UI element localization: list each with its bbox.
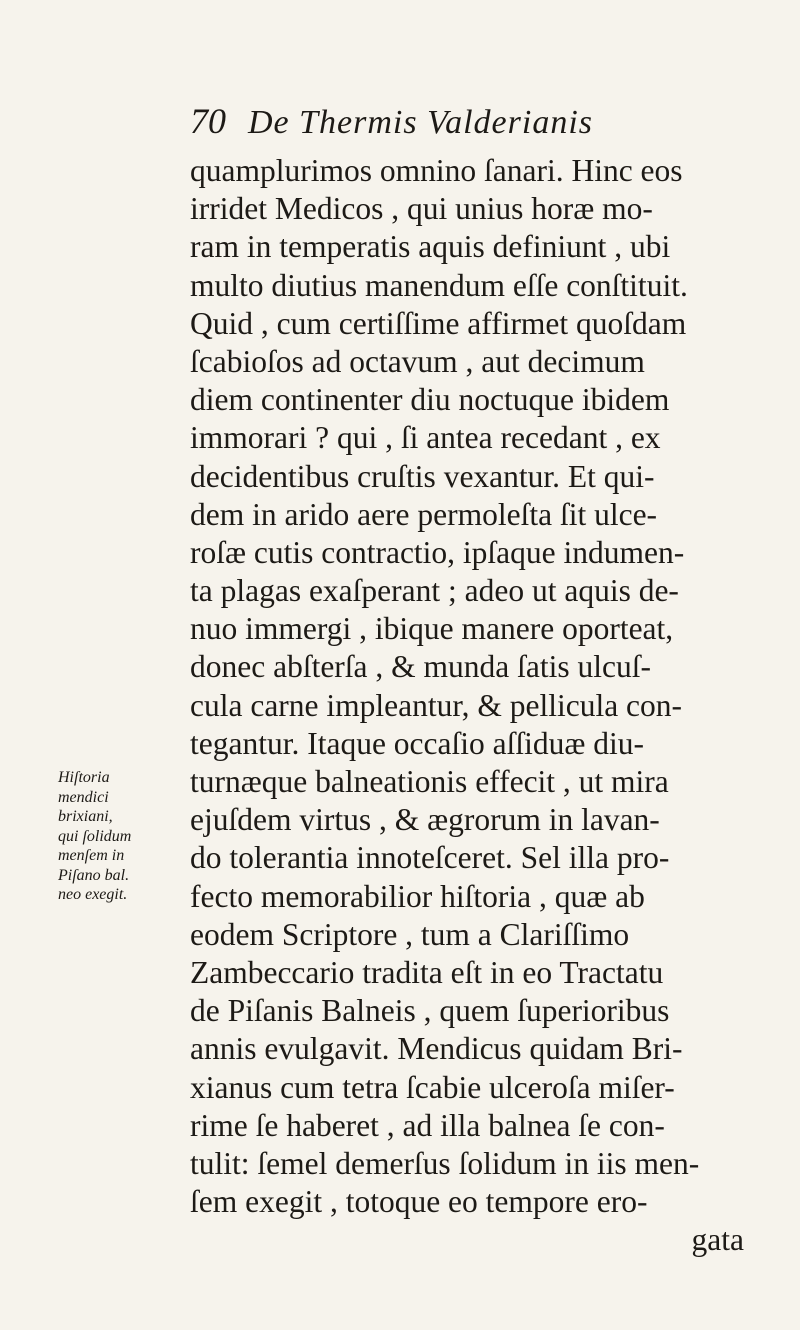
text-line: dem in arido aere permoleſta ſit ulce-	[190, 496, 658, 532]
text-line: diem continenter diu noctuque ibidem	[190, 382, 670, 418]
text-line: annis evulgavit. Mendicus quidam Bri-	[190, 1031, 683, 1067]
text-line: tegantur. Itaque occaſio aſſiduæ diu-	[190, 725, 644, 761]
text-line: ſem exegit , totoque eo tempore ero-	[190, 1184, 648, 1220]
text-line: ſcabioſos ad octavum , aut decimum	[190, 343, 645, 379]
running-title: De Thermis Valderianis	[248, 104, 593, 141]
body-text	[190, 152, 750, 1259]
text-line: cula carne impleantur, & pellicula con-	[190, 687, 683, 723]
marginal-note-line: neo exegit.	[58, 886, 128, 903]
text-line: de Piſanis Balneis , quem ſuperioribus	[190, 993, 670, 1029]
text-line: ta plagas exaſperant ; adeo ut aquis de-	[190, 573, 679, 609]
page-number: 70	[190, 101, 226, 141]
text-line: decidentibus cruſtis vexantur. Et qui-	[190, 458, 655, 494]
text-line: tulit: ſemel demerſus ſolidum in iis men-	[190, 1145, 700, 1181]
marginal-note	[58, 768, 184, 905]
text-line: ejuſdem virtus , & ægrorum in lavan-	[190, 802, 660, 838]
marginal-note-line: mendici	[58, 788, 109, 806]
text-line: Quid , cum certiſſime affirmet quoſdam	[190, 305, 687, 341]
marginal-note-line: Hiſtoria	[58, 769, 110, 786]
text-line: eodem Scriptore , tum a Clariſſimo	[190, 916, 630, 952]
text-line: ram in temperatis aquis definiunt , ubi	[190, 229, 671, 265]
marginal-note-line: brixiani,	[58, 808, 113, 825]
marginal-note-line: menſem in	[58, 847, 125, 864]
running-header	[190, 100, 750, 150]
text-line: roſæ cutis contractio, ipſaque indumen-	[190, 534, 685, 570]
text-line: xianus cum tetra ſcabie ulceroſa miſer-	[190, 1069, 675, 1105]
marginal-note-line: Piſano bal.	[58, 866, 130, 884]
text-line: multo diutius manendum eſſe conſtituit.	[190, 267, 688, 303]
text-line: donec abſterſa , & munda ſatis ulcuſ-	[190, 649, 651, 685]
text-line: Zambeccario tradita eſt in eo Tractatu	[190, 954, 664, 990]
text-line: irridet Medicos , qui unius horæ mo-	[190, 191, 653, 227]
marginal-note-line: qui ſolidum	[58, 827, 132, 845]
text-line: fecto memorabilior hiſtoria , quæ ab	[190, 878, 645, 914]
text-line: turnæque balneationis effecit , ut mira	[190, 764, 669, 799]
text-line: do tolerantia innoteſceret. Sel illa pro-	[190, 840, 670, 876]
catchword: gata	[691, 1222, 744, 1258]
text-line: immorari ? qui , ſi antea recedant , ex	[190, 420, 661, 456]
text-line: quamplurimos omnino ſanari. Hinc eos	[190, 153, 683, 188]
text-line: nuo immergi , ibique manere oporteat,	[190, 611, 674, 647]
text-line: rime ſe haberet , ad illa balnea ſe con-	[190, 1107, 665, 1143]
